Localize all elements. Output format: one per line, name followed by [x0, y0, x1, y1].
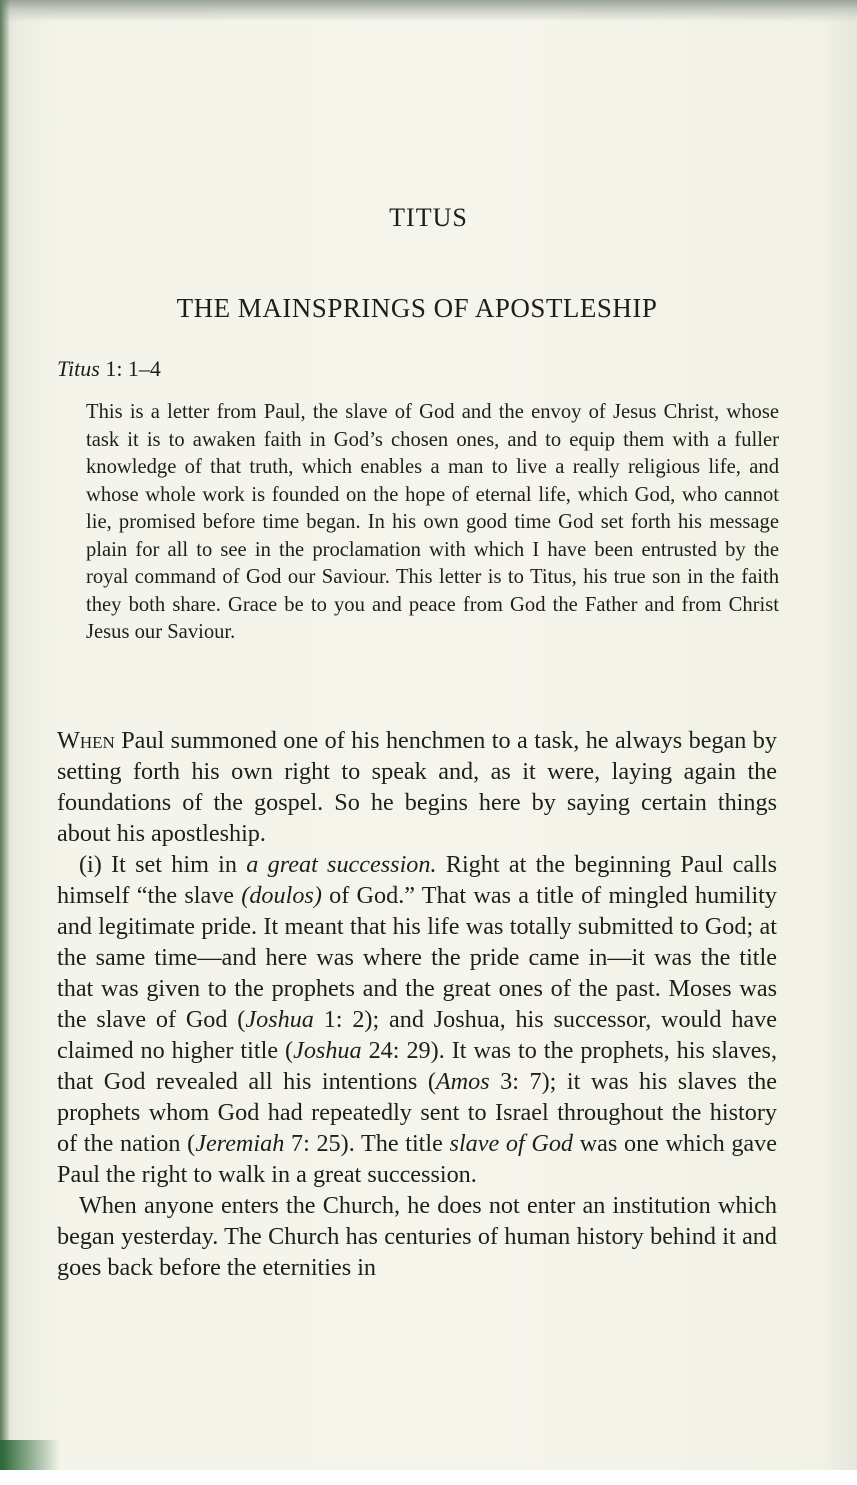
commentary-paragraph-1: [57, 725, 777, 849]
italic-run: Joshua: [293, 1037, 362, 1064]
text-run: 1: 2); and Joshua, his successor, would have claimed no higher title (: [57, 1006, 777, 1064]
italic-run: Amos: [435, 1068, 490, 1095]
scripture-text: This is a letter from Paul, the slave of God and the envoy of Jesus Christ, whose task it is to awaken faith in God’s chosen ones, and to equip them with a fuller knowledge of that truth, which enables a man to live a really religious life, and whose whole work is founded on the hope of eternal life, which God, who cannot lie, promised before time began. In his own good time God set forth his message plain for all to see in the proclamation with which I have been entrusted by the royal command of God our Saviour. This letter is to Titus, his true son in the faith they both share. Grace be to you and peace from God the Father and from Christ Jesus our Saviour.: [86, 401, 779, 643]
italic-run: (doulos): [241, 882, 322, 909]
commentary-paragraph-3: When anyone enters the Church, he does not enter an institution which began yesterday. The Church has centuries of human history behind it and goes back before the eternities in: [57, 1192, 777, 1281]
italic-run: Joshua: [245, 1006, 314, 1033]
italic-run: Jeremiah: [195, 1130, 285, 1157]
text-run: 7: 25). The title: [284, 1130, 450, 1157]
text-run: 24: 29). It was to the prophets, his slaves, that God revealed all his intentions (: [57, 1037, 777, 1095]
scripture-verses: 1: 1–4: [105, 356, 161, 381]
section-title: THE MAINSPRINGS OF APOSTLESHIP: [176, 293, 658, 323]
text-run: (i) It set him in: [79, 851, 247, 878]
book-title: TITUS: [389, 203, 468, 232]
lead-word: When: [57, 727, 115, 754]
scan-bottom-margin: [0, 1470, 857, 1485]
paragraph-text: Paul summoned one of his henchmen to a task, he always began by setting forth his own right to speak and, as it were, laying again the foundations of the gospel. So he begins here by saying certain things about his apostleship.: [57, 727, 777, 847]
text-run: of God.” That was a title of mingled humility and legitimate pride. It meant that his life was totally submitted to God; at the same time—and here was where the pride came in—it was the title that was given to the prophets and the great ones of the past. Moses was the slave of God (: [57, 882, 777, 1033]
text-run: Right at the beginning Paul calls himself “the slave: [57, 851, 777, 909]
top-page-shadow: [0, 0, 857, 22]
commentary-paragraph-2: [57, 849, 777, 1190]
cover-edge: [0, 1440, 60, 1470]
text-run: 3: 7); it was his slaves the prophets whom God had repeatedly sent to Israel throughout the history of the nation (: [57, 1068, 777, 1157]
commentary-body: [57, 725, 777, 1283]
italic-run: a great succession.: [246, 851, 437, 878]
text-run: was one which gave Paul the right to walk in a great succession.: [57, 1130, 777, 1188]
scripture-reference: [57, 356, 161, 382]
italic-run: slave of God: [449, 1130, 574, 1157]
scripture-book: Titus: [57, 356, 100, 381]
